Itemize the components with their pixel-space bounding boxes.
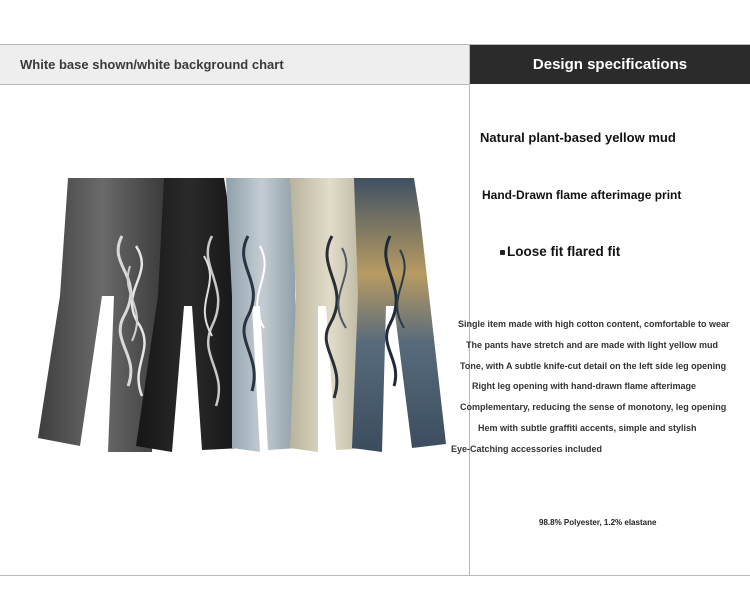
bullet-icon xyxy=(500,250,505,255)
column-divider xyxy=(469,44,470,576)
description-line: Eye-Catching accessories included xyxy=(451,444,603,454)
jeans-light-blue xyxy=(226,178,298,452)
fabric-composition: 98.8% Polyester, 1.2% elastane xyxy=(539,518,657,527)
description-line: Hem with subtle graffiti accents, simple and stylish xyxy=(478,423,697,433)
spec-flame-print: Hand-Drawn flame afterimage print xyxy=(482,188,682,202)
spec-fit xyxy=(500,244,620,259)
spec-plant-based-mud: Natural plant-based yellow mud xyxy=(480,130,676,145)
design-specifications-header: Design specifications xyxy=(470,45,750,84)
spec-fit-label: Loose fit flared fit xyxy=(507,244,621,259)
description-line: The pants have stretch and are made with light yellow mud xyxy=(466,340,719,350)
jeans-vintage-blue xyxy=(352,178,446,452)
flared-jeans-product-image xyxy=(36,176,448,454)
product-image-header: White base shown/white background chart xyxy=(0,45,469,84)
description-line: Tone, with A subtle knife-cut detail on the left side leg opening xyxy=(460,361,727,371)
bottom-divider xyxy=(0,575,750,576)
description-line: Single item made with high cotton content, comfortable to wear xyxy=(458,319,730,329)
description-line: Right leg opening with hand-drawn flame afterimage xyxy=(472,381,697,391)
description-line: Complementary, reducing the sense of monotony, leg opening xyxy=(460,402,727,412)
header-divider xyxy=(0,84,470,85)
